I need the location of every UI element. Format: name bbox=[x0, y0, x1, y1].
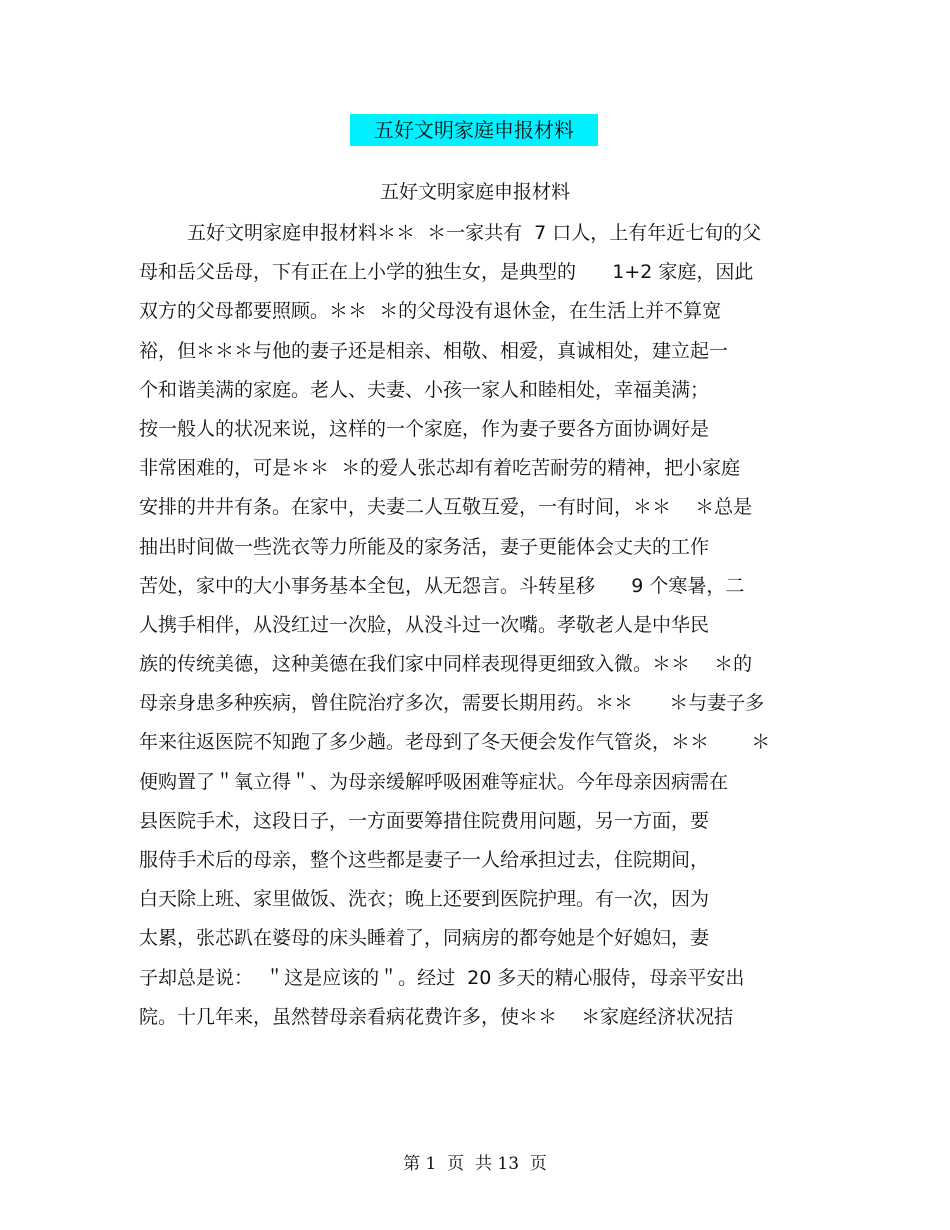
body-line: 服侍手术后的母亲，整个这些都是妻子一人给承担过去，住院期间， bbox=[139, 849, 710, 871]
body-line: 院。十几年来，虽然替母亲看病花费许多，使＊＊ ＊家庭经济状况拮 bbox=[139, 1005, 734, 1028]
body-line: 母和岳父岳母，下有正在上小学的独生女，是典型的 1+2 家庭，因此 bbox=[139, 261, 754, 284]
body-line: 双方的父母都要照顾。＊＊ ＊的父母没有退休金，在生活上并不算宽 bbox=[139, 300, 722, 323]
body-line: 安排的井井有条。在家中，夫妻二人互敬互爱，一有时间，＊＊ ＊总是 bbox=[139, 496, 753, 519]
body-line: 非常困难的，可是＊＊ ＊的爱人张芯却有着吃苦耐劳的精神，把小家庭 bbox=[139, 457, 741, 480]
body-line: 县医院手术，这段日子，一方面要筹措住院费用问题，另一方面，要 bbox=[139, 809, 710, 832]
body-line: 个和谐美满的家庭。老人、夫妻、小孩一家人和睦相处，幸福美满； bbox=[139, 378, 710, 401]
body-line: 年来往返医院不知跑了多少趟。老母到了冬天便会发作气管炎，＊＊ ＊ bbox=[139, 731, 771, 754]
body-text bbox=[139, 218, 819, 1041]
body-line: 按一般人的状况来说，这样的一个家庭，作为妻子要各方面协调好是 bbox=[139, 417, 710, 440]
body-line: 太累，张芯趴在婆母的床头睡着了，同病房的都夸她是个好媳妇，妻 bbox=[139, 927, 710, 950]
document-subtitle: 五好文明家庭申报材料 bbox=[379, 181, 570, 203]
page-number-footer: 第 1 页 共 13 页 bbox=[403, 1154, 547, 1174]
body-line: 五好文明家庭申报材料＊＊ ＊一家共有 7 口人，上有年近七旬的父 bbox=[187, 222, 762, 244]
body-line: 抽出时间做一些洗衣等力所能及的家务活，妻子更能体会丈夫的工作 bbox=[139, 535, 710, 558]
body-line: 裕，但＊＊＊与他的妻子还是相亲、相敬、相爱，真诚相处，建立起一 bbox=[139, 339, 729, 362]
body-line: 苦处，家中的大小事务基本全包，从无怨言。斗转星移 9 个寒暑，二 bbox=[139, 574, 745, 597]
body-line: 便购置了＂氧立得＂、为母亲缓解呼吸困难等症状。今年母亲因病需在 bbox=[139, 770, 729, 793]
document-title: 五好文明家庭申报材料 bbox=[350, 114, 598, 146]
body-line: 人携手相伴，从没红过一次脸，从没斗过一次嘴。孝敬老人是中华民 bbox=[139, 613, 710, 636]
body-line: 母亲身患多种疾病，曾住院治疗多次，需要长期用药。＊＊ ＊与妻子多 bbox=[139, 692, 765, 715]
body-line: 子却总是说： ＂这是应该的＂。经过 20 多天的精心服侍，母亲平安出 bbox=[139, 966, 745, 989]
body-line: 族的传统美德，这种美德在我们家中同样表现得更细致入微。＊＊ ＊的 bbox=[139, 653, 753, 676]
body-line: 白天除上班、家里做饭、洗衣；晚上还要到医院护理。有一次，因为 bbox=[139, 888, 710, 911]
